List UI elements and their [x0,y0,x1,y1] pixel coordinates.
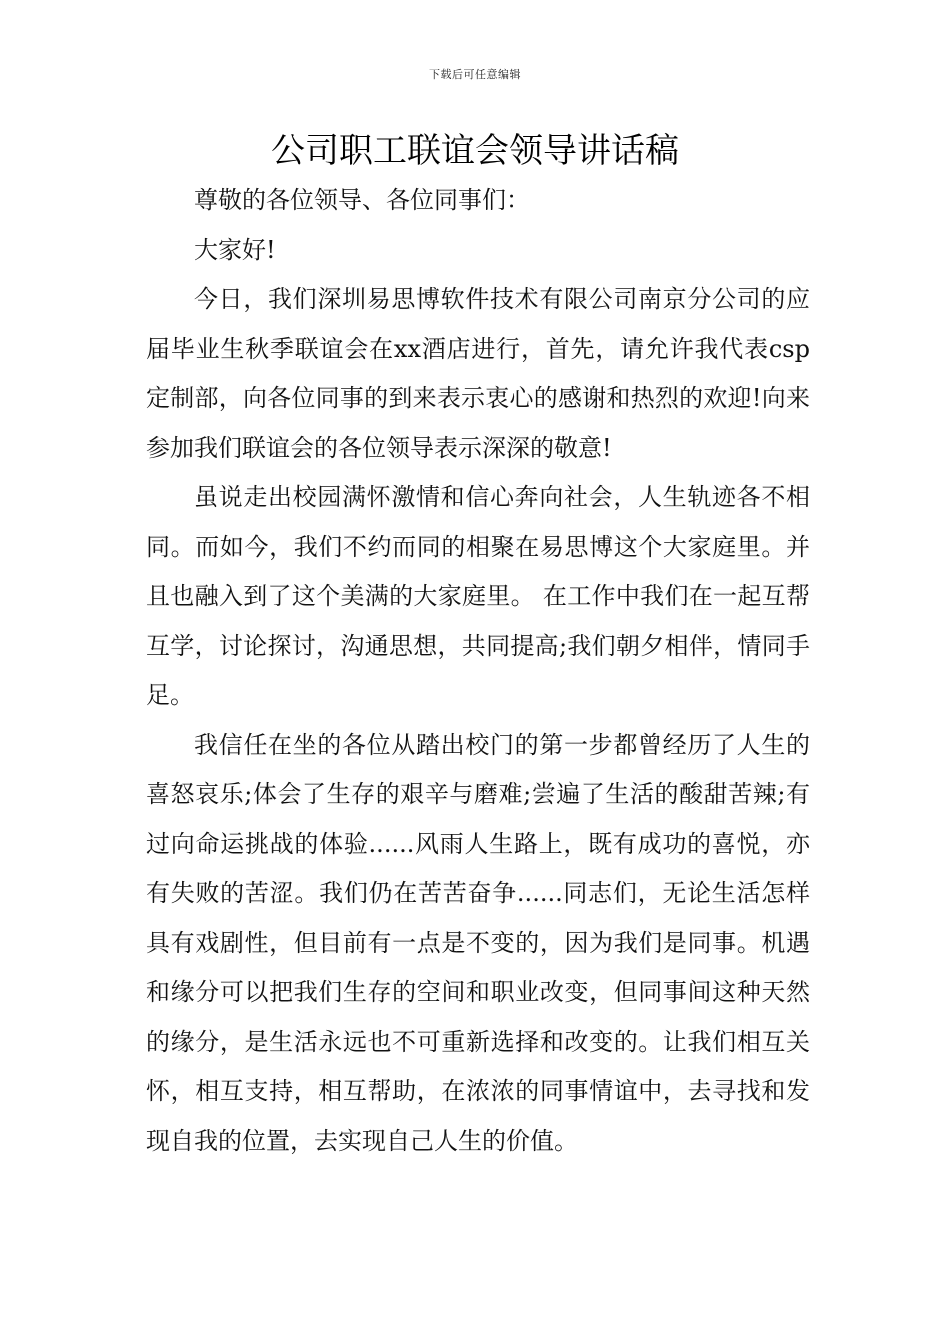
document-body [146,176,810,1166]
body-paragraph: 虽说走出校园满怀激情和信心奔向社会，人生轨迹各不相同。而如今，我们不约而同的相聚在易思博这个大家庭里。并且也融入到了这个美满的大家庭里。 在工作中我们在一起互帮互学，讨论探讨，沟通思想，共同提高;我们朝夕相伴，情同手足。 [146,483,810,709]
greeting-paragraph: 大家好! [194,235,276,264]
body-paragraph: 我信任在坐的各位从踏出校门的第一步都曾经历了人生的喜怒哀乐;体会了生存的艰辛与磨难;尝遍了生活的酸甜苦辣;有过向命运挑战的体验......风雨人生路上，既有成功的喜悦，亦有失败的苦涩。我们仍在苦苦奋争......同志们，无论生活怎样具有戏剧性，但目前有一点是不变的，因为我们是同事。机遇和缘分可以把我们生存的空间和职业改变，但同事间这种天然的缘分，是生活永远也不可重新选择和改变的。让我们相互关怀，相互支持，相互帮助，在浓浓的同事情谊中，去寻找和发现自我的位置，去实现自己人生的价值。 [146,730,810,1155]
body-paragraph: 今日，我们深圳易思博软件技术有限公司南京分公司的应届毕业生秋季联谊会在xx酒店进行，首先，请允许我代表csp定制部，向各位同事的到来表示衷心的感谢和热烈的欢迎!向来参加我们联谊会的各位领导表示深深的敬意! [146,285,810,462]
salutation-paragraph: 尊敬的各位领导、各位同事们： [194,186,530,214]
header-note: 下载后可任意编辑 [429,68,521,81]
document-title: 公司职工联谊会领导讲话稿 [271,131,679,171]
